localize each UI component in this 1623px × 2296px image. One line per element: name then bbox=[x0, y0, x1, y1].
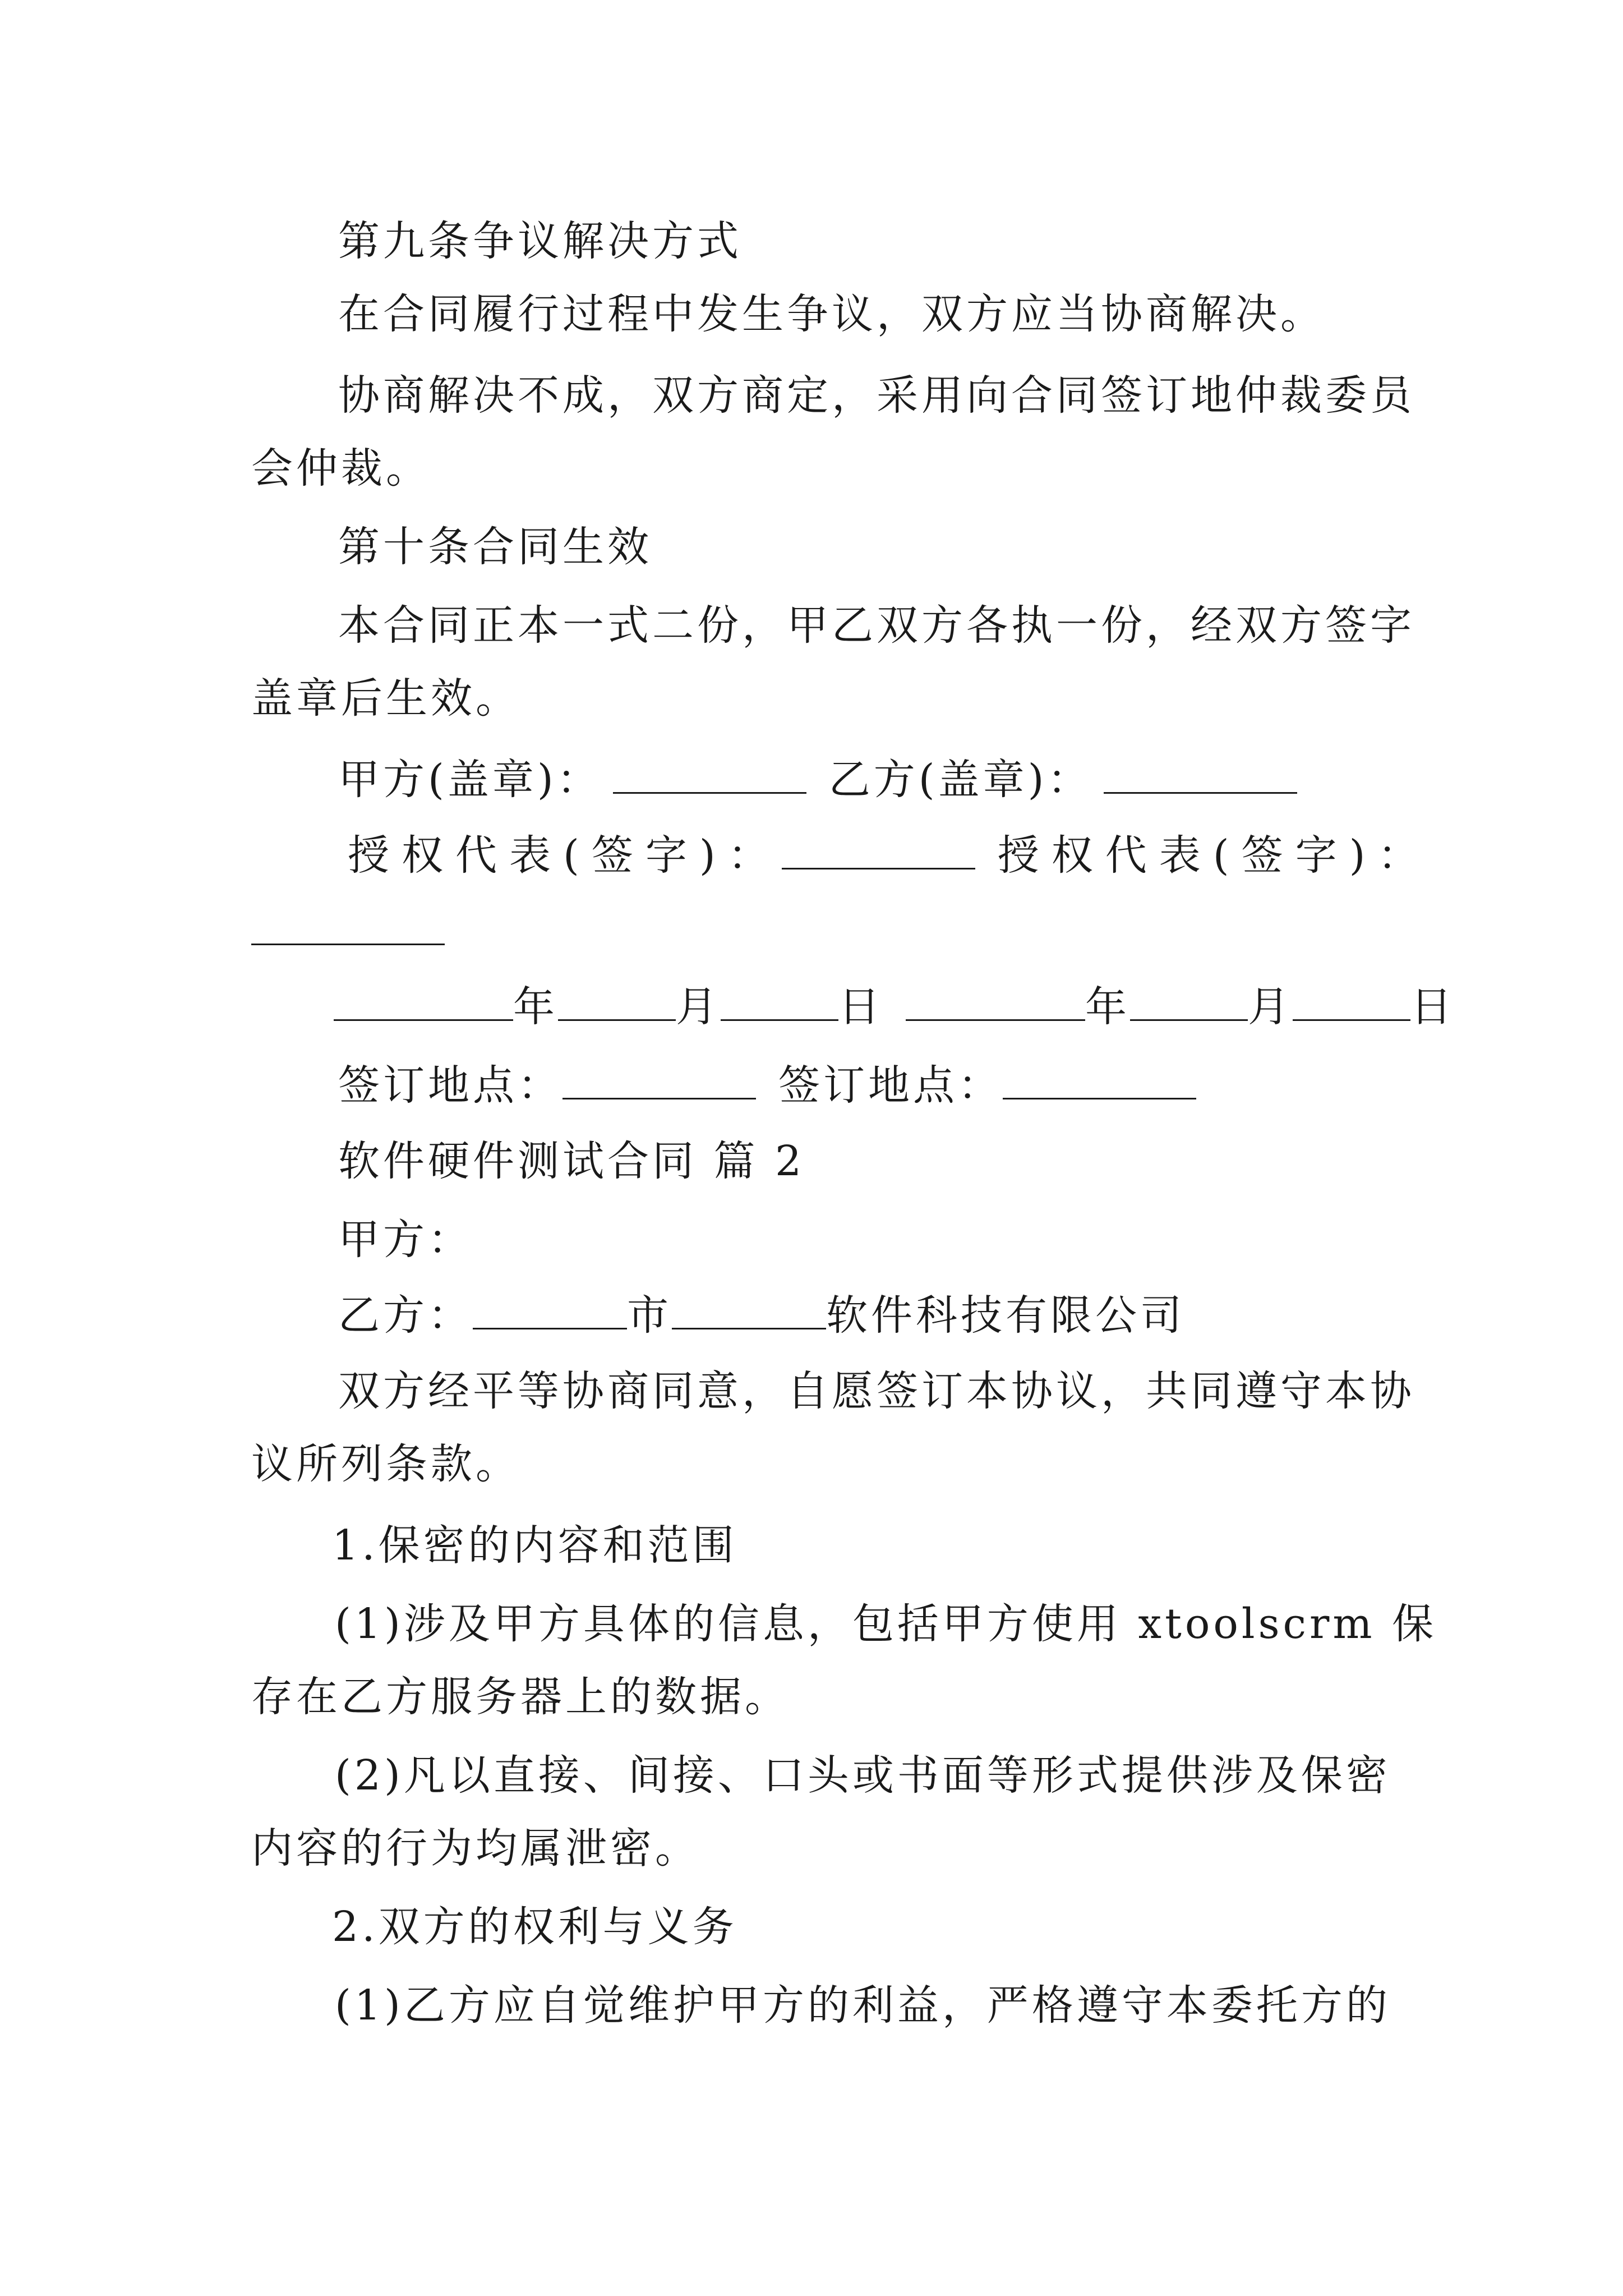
paragraph-continuation: 内容的行为均属泄密。 bbox=[251, 1824, 700, 1872]
section-title: 软件硬件测试合同 篇 2 bbox=[338, 1137, 805, 1185]
signing-place-row bbox=[338, 1057, 1471, 1114]
party-a-day-blank bbox=[721, 982, 838, 1021]
month-label: 月 bbox=[1248, 983, 1293, 1031]
date-row bbox=[334, 979, 1467, 1035]
day-label: 日 bbox=[838, 983, 883, 1031]
paragraph: (2)凡以直接、间接、口头或书面等形式提供涉及保密 bbox=[335, 1751, 1391, 1800]
day-label: 日 bbox=[1410, 983, 1455, 1031]
party-b-seal-blank bbox=[1104, 755, 1297, 794]
clause-heading: 2.双方的权利与义务 bbox=[332, 1903, 737, 1951]
paragraph-continuation: 盖章后生效。 bbox=[251, 674, 520, 723]
paragraph: (1)乙方应自觉维护甲方的利益，严格遵守本委托方的 bbox=[335, 1981, 1391, 2030]
party-b-seal-label: 乙方(盖章)： bbox=[828, 756, 1092, 804]
company-blank bbox=[672, 1291, 826, 1329]
month-label: 月 bbox=[676, 983, 721, 1031]
year-label: 年 bbox=[513, 983, 558, 1031]
party-a-seal-label: 甲方(盖章)： bbox=[338, 756, 602, 804]
party-a-rep-blank bbox=[782, 831, 975, 869]
party-a-rep-label: 授权代表(签字)： bbox=[348, 831, 782, 880]
clause-heading: 1.保密的内容和范围 bbox=[332, 1521, 737, 1570]
party-b-label: 乙方： bbox=[338, 1291, 473, 1340]
article-10-heading: 第十条合同生效 bbox=[338, 523, 652, 571]
company-label: 软件科技有限公司 bbox=[826, 1291, 1185, 1340]
paragraph: 双方经平等协商同意，自愿签订本协议，共同遵守本协 bbox=[338, 1367, 1415, 1415]
party-b-rep-label: 授权代表(签字)： bbox=[997, 831, 1432, 880]
party-b-year-blank bbox=[906, 982, 1085, 1021]
article-9-heading: 第九条争议解决方式 bbox=[338, 217, 742, 265]
paragraph-continuation: 会仲裁。 bbox=[251, 444, 431, 493]
party-a-line: 甲方： bbox=[338, 1216, 473, 1264]
city-blank bbox=[473, 1291, 627, 1329]
party-a-year-blank bbox=[334, 982, 513, 1021]
year-label: 年 bbox=[1085, 983, 1130, 1031]
representative-row bbox=[348, 827, 1481, 884]
party-a-month-blank bbox=[558, 982, 676, 1021]
paragraph-continuation: 存在乙方服务器上的数据。 bbox=[251, 1673, 790, 1721]
paragraph: (1)涉及甲方具体的信息，包括甲方使用 xtoolscrm 保 bbox=[335, 1600, 1437, 1648]
party-b-month-blank bbox=[1130, 982, 1248, 1021]
paragraph: 本合同正本一式二份，甲乙双方各执一份，经双方签字 bbox=[338, 601, 1415, 650]
party-a-place-label: 签订地点： bbox=[338, 1061, 562, 1110]
paragraph-continuation: 议所列条款。 bbox=[251, 1440, 520, 1488]
representative-row-continuation bbox=[251, 903, 1384, 959]
party-b-line bbox=[338, 1287, 1471, 1343]
party-b-rep-blank bbox=[251, 907, 445, 945]
party-a-place-blank bbox=[562, 1061, 756, 1099]
signature-seal-row bbox=[338, 752, 1471, 808]
paragraph: 在合同履行过程中发生争议，双方应当协商解决。 bbox=[338, 290, 1325, 338]
city-label: 市 bbox=[627, 1291, 672, 1340]
party-b-place-label: 签订地点： bbox=[778, 1061, 1003, 1110]
party-a-seal-blank bbox=[613, 755, 806, 794]
party-b-place-blank bbox=[1003, 1061, 1196, 1099]
party-b-day-blank bbox=[1293, 982, 1410, 1021]
paragraph: 协商解决不成，双方商定，采用向合同签订地仲裁委员 bbox=[338, 371, 1415, 420]
